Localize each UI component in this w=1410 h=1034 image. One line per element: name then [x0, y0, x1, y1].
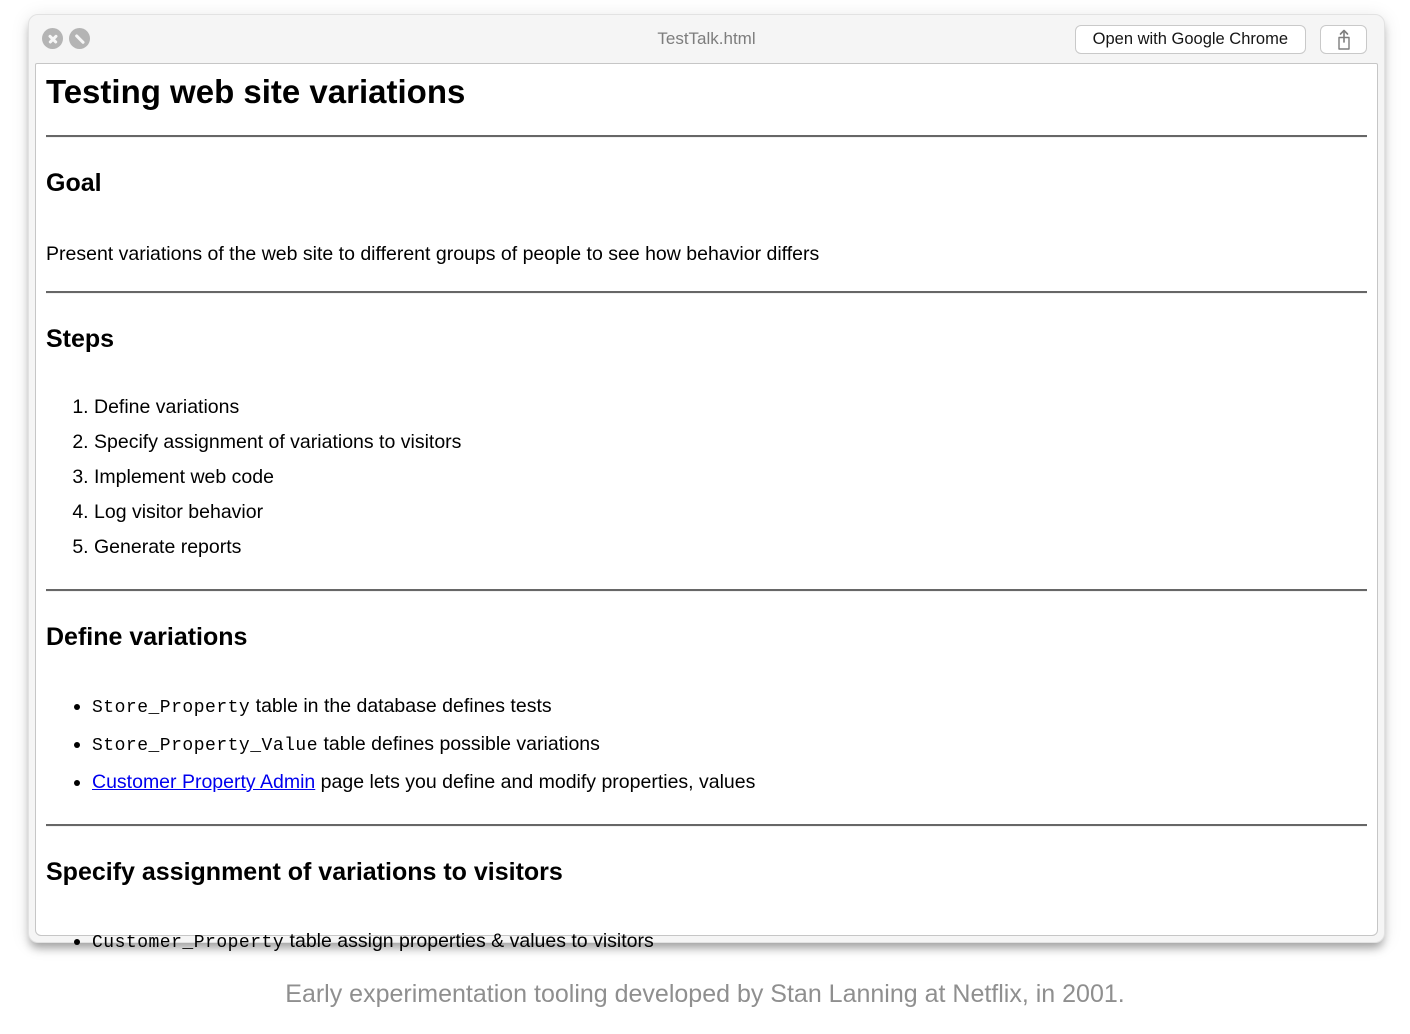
divider	[46, 824, 1367, 827]
quicklook-window	[28, 14, 1385, 953]
divider	[46, 135, 1367, 138]
list-item-text: table in the database defines tests	[250, 695, 552, 717]
list-item	[92, 688, 1367, 726]
define-variations-list	[46, 688, 1367, 800]
list-item: 3. Implement web code	[94, 460, 1367, 495]
titlebar	[29, 15, 1384, 63]
list-item: 1. Define variations	[94, 390, 1367, 425]
list-item	[92, 923, 1367, 961]
open-with-chrome-button[interactable]: Open with Google Chrome	[1075, 25, 1306, 54]
share-button[interactable]	[1320, 25, 1367, 54]
share-icon	[1335, 29, 1353, 51]
page-title: Testing web site variations	[46, 73, 466, 110]
divider	[46, 291, 1367, 294]
list-item-text: page lets you define and modify properties, values	[315, 771, 756, 793]
section-heading-define-variations: Define variations	[46, 623, 248, 651]
list-item: 4. Log visitor behavior	[94, 495, 1367, 530]
list-item: 2. Specify assignment of variations to visitors	[94, 425, 1367, 460]
table-name: Store_Property	[92, 698, 251, 718]
steps-list	[46, 390, 1367, 565]
section-heading-specify-assignment: Specify assignment of variations to visitors	[46, 858, 563, 886]
specify-assignment-list	[46, 923, 1367, 961]
goal-paragraph: Present variations of the web site to different groups of people to see how behavior differs	[46, 243, 820, 265]
figure-caption: Early experimentation tooling developed by Stan Lanning at Netflix, in 2001.	[285, 980, 1125, 1008]
window-title: TestTalk.html	[657, 29, 756, 48]
document-preview	[35, 63, 1378, 953]
section-heading-steps: Steps	[46, 325, 115, 353]
list-item	[92, 726, 1367, 764]
list-item-text: table defines possible variations	[318, 733, 600, 755]
table-name: Customer_Property	[92, 933, 285, 953]
section-heading-goal: Goal	[46, 169, 102, 197]
table-name: Store_Property_Value	[92, 736, 319, 756]
divider	[46, 589, 1367, 592]
list-item-text: table assign properties & values to visitors	[284, 930, 654, 952]
list-item: 5. Generate reports	[94, 530, 1367, 565]
customer-property-admin-link[interactable]: Customer Property Admin	[92, 771, 316, 793]
list-item	[92, 764, 1367, 800]
